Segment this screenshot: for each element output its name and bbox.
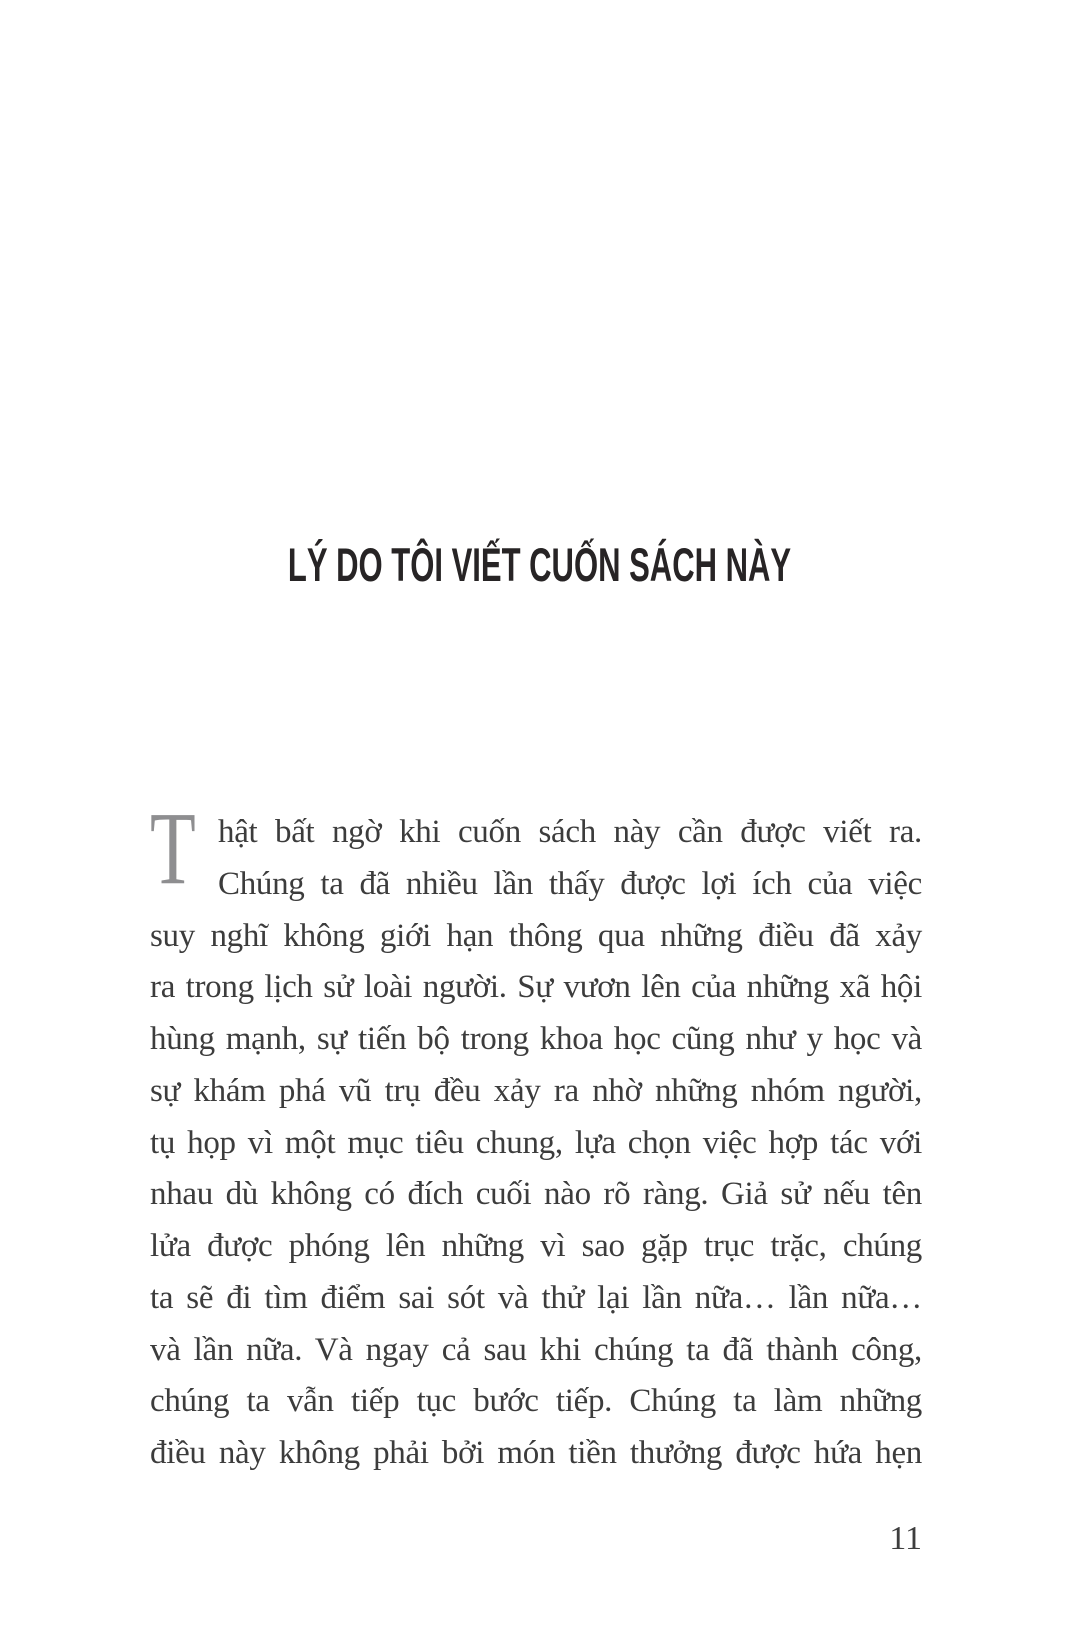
body-line: ra trong lịch sử loài người. Sự vươn lên của những xã hội: [150, 969, 922, 1006]
drop-cap-letter: T: [150, 791, 196, 906]
body-line: Chúng ta đã nhiều lần thấy được lợi ích của việc: [218, 865, 922, 902]
body-line: hùng mạnh, sự tiến bộ trong khoa học cũng như y học và: [150, 1021, 922, 1057]
body-line: và lần nữa. Và ngay cả sau khi chúng ta đã thành công,: [150, 1331, 922, 1368]
body-line: suy nghĩ không giới hạn thông qua những điều đã xảy: [150, 917, 922, 954]
body-line: nhau dù không có đích cuối nào rõ ràng. Giả sử nếu tên: [150, 1176, 922, 1213]
chapter-title: LÝ DO TÔI VIẾT CUỐN SÁCH NÀY: [287, 538, 792, 591]
body-paragraph: [150, 791, 922, 1480]
body-line: sự khám phá vũ trụ đều xảy ra nhờ những nhóm người,: [150, 1072, 922, 1109]
body-line: lửa được phóng lên những vì sao gặp trục trặc, chúng: [150, 1228, 922, 1264]
body-line: hật bất ngờ khi cuốn sách này cần được viết ra.: [218, 814, 922, 850]
body-line: chúng ta vẫn tiếp tục bước tiếp. Chúng ta làm những: [150, 1383, 922, 1420]
body-line: tụ họp vì một mục tiêu chung, lựa chọn việc hợp tác với: [150, 1124, 922, 1161]
body-line: ta sẽ đi tìm điểm sai sót và thử lại lần nữa… lần nữa…: [150, 1279, 922, 1316]
page-number: 11: [889, 1520, 922, 1557]
body-line: điều này không phải bởi món tiền thưởng được hứa hẹn: [150, 1435, 922, 1471]
